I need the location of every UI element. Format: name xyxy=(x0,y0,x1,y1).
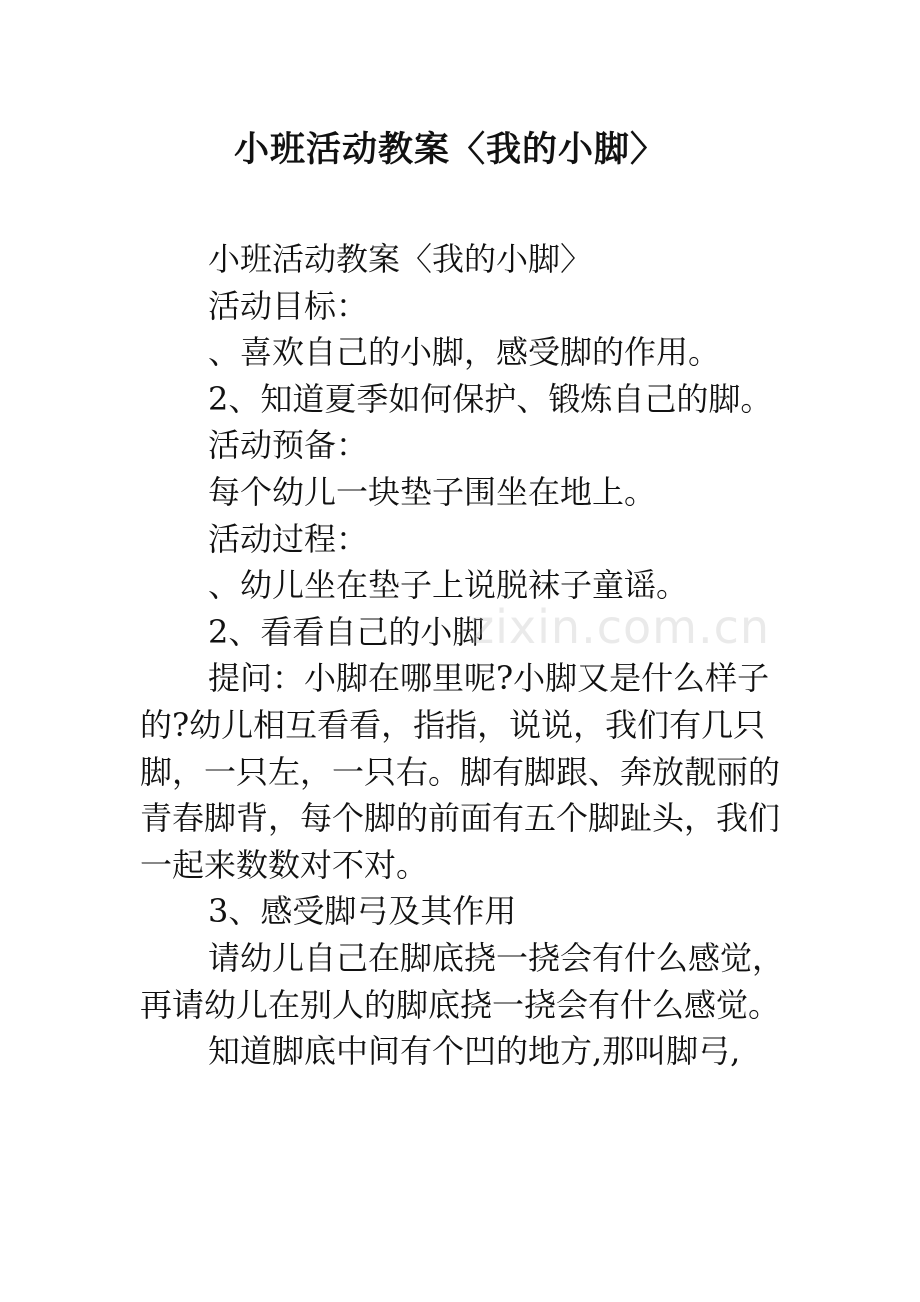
process-step-3: 3、感受脚弓及其作用 xyxy=(208,892,517,931)
section-goals-heading: 活动目标： xyxy=(208,286,369,325)
process-question-paragraph: 提问：小脚在哪里呢?小脚又是什么样子的?幼儿相互看看，指指，说说，我们有几只脚，一只左，一只右。脚有脚跟、奔放靓丽的青春脚背，每个脚的前面有五个脚趾头，我们一起来数数对不对。 xyxy=(140,659,781,884)
process-step-2: 2、看看自己的小脚 xyxy=(208,612,485,651)
preparation-text: 每个幼儿一块垫子围坐在地上。 xyxy=(208,472,657,511)
document-body xyxy=(140,236,800,1075)
watermark-text: zixin.com.cn xyxy=(470,600,771,654)
document-title: 小班活动教案〈我的小脚〉 xyxy=(233,129,666,170)
process-arch-paragraph: 知道脚底中间有个凹的地方,那叫脚弓, xyxy=(208,1032,741,1071)
process-activity-paragraph: 请幼儿自己在脚底挠一挠会有什么感觉，再请幼儿在别人的脚底挠一挠会有什么感觉。 xyxy=(140,938,785,1024)
section-preparation-heading: 活动预备： xyxy=(208,426,369,465)
paragraph-heading-repeat: 小班活动教案〈我的小脚〉 xyxy=(208,240,593,278)
goal-item-2: 2、知道夏季如何保护、锻炼自己的脚。 xyxy=(208,379,773,418)
section-process-heading: 活动过程： xyxy=(208,519,369,558)
process-step-1: 、幼儿坐在垫子上说脱袜子童谣。 xyxy=(208,566,689,605)
goal-item-1: 、喜欢自己的小脚，感受脚的作用。 xyxy=(208,333,721,372)
